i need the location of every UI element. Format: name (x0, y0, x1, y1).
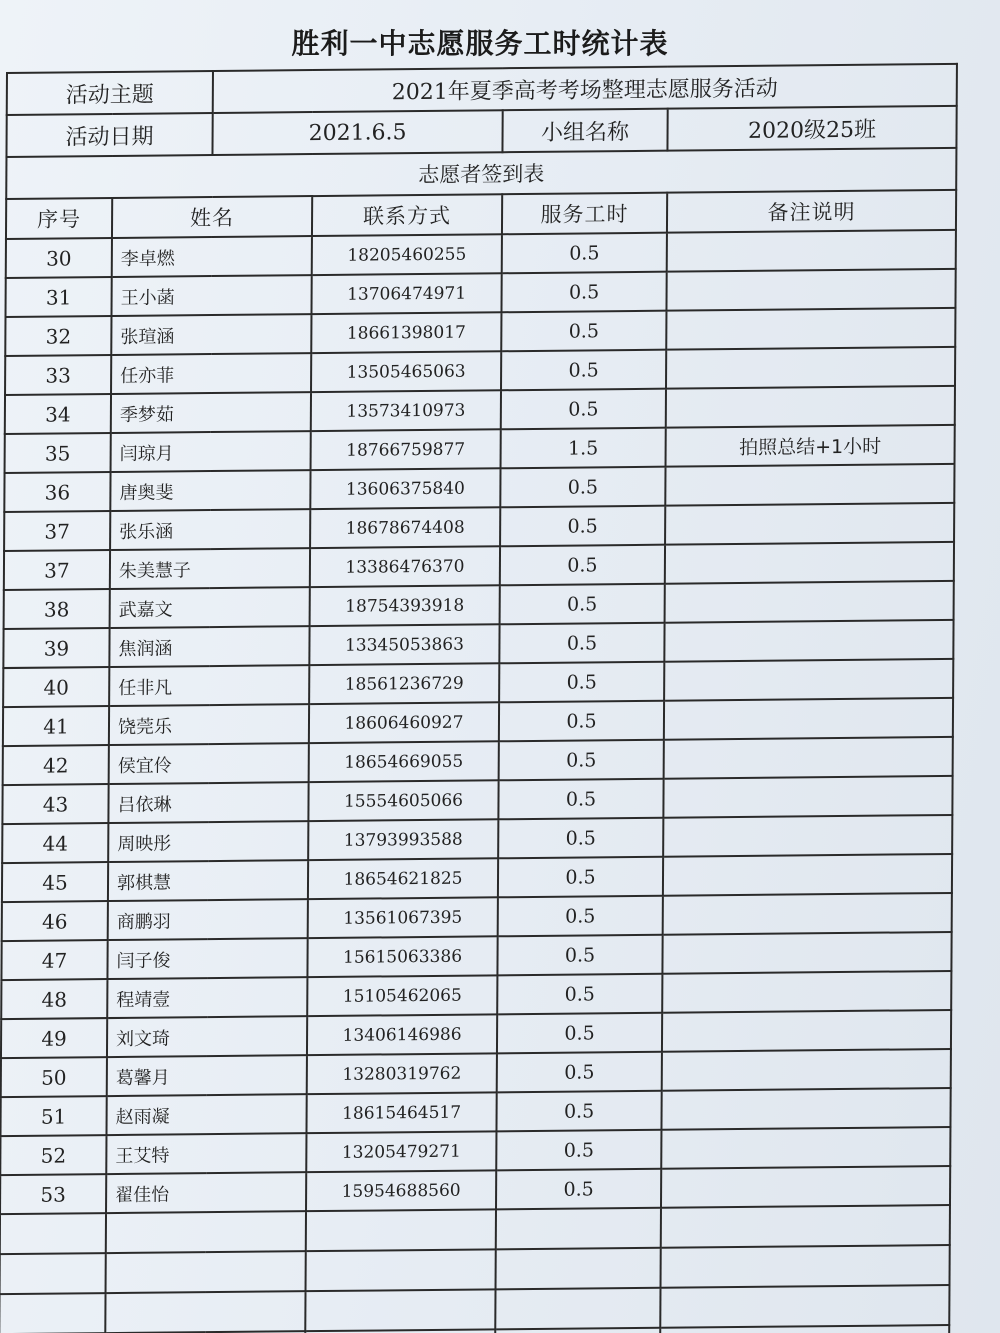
row-hours: 0.5 (500, 545, 665, 586)
row-seq: 49 (1, 1018, 107, 1058)
row-note (664, 620, 953, 662)
blank-cell (495, 1288, 660, 1330)
blank-cell (661, 1205, 950, 1248)
row-seq: 51 (0, 1096, 106, 1136)
row-name: 周映彤 (108, 821, 308, 862)
row-name: 商鹏羽 (108, 899, 308, 940)
row-name: 武嘉文 (110, 587, 310, 628)
col-header-seq: 序号 (6, 198, 112, 239)
row-name: 季梦茹 (111, 392, 311, 433)
row-hours: 0.5 (497, 1013, 662, 1054)
row-hours: 0.5 (499, 740, 664, 781)
row-hours: 0.5 (501, 272, 666, 313)
row-note (667, 230, 956, 272)
row-seq: 34 (5, 394, 111, 434)
row-seq: 39 (3, 628, 109, 668)
row-note (666, 308, 955, 350)
col-header-phone: 联系方式 (312, 194, 502, 236)
activity-date-value: 2021.6.5 (212, 110, 502, 155)
row-phone: 13793993588 (308, 819, 498, 860)
row-note (664, 737, 953, 779)
blank-cell (105, 1291, 305, 1333)
row-name: 王艾特 (106, 1133, 306, 1174)
row-phone: 18606460927 (309, 702, 499, 743)
row-phone: 18561236729 (309, 663, 499, 704)
row-seq: 38 (4, 589, 110, 629)
row-name: 焦润涵 (109, 626, 309, 667)
row-hours: 0.5 (500, 467, 665, 508)
row-phone: 18661398017 (311, 312, 501, 353)
row-name: 任非凡 (109, 665, 309, 706)
row-seq: 41 (3, 706, 109, 746)
row-note (666, 269, 955, 311)
activity-theme-label: 活动主题 (7, 71, 213, 115)
row-hours: 0.5 (496, 1130, 661, 1171)
row-seq: 31 (6, 277, 112, 317)
row-phone: 13345053863 (309, 624, 499, 665)
row-hours: 0.5 (498, 779, 663, 820)
row-seq: 47 (1, 940, 107, 980)
row-phone: 18678674408 (310, 507, 500, 548)
row-note (661, 1127, 950, 1169)
row-seq: 37 (4, 550, 110, 590)
row-seq: 52 (0, 1135, 106, 1175)
blank-cell (306, 1249, 496, 1291)
group-name-label: 小组名称 (502, 109, 667, 153)
row-phone: 15105462065 (307, 975, 497, 1016)
blank-cell (496, 1248, 661, 1290)
row-name: 程靖壹 (107, 977, 307, 1018)
row-hours: 0.5 (499, 623, 664, 664)
row-seq: 40 (3, 667, 109, 707)
row-note (662, 1049, 951, 1091)
row-seq: 53 (0, 1174, 106, 1214)
row-note: 拍照总结+1小时 (666, 425, 955, 467)
row-phone: 13706474971 (312, 273, 502, 314)
group-name-value: 2020级25班 (667, 106, 956, 151)
row-hours: 0.5 (499, 701, 664, 742)
row-note (666, 347, 955, 389)
row-seq: 42 (3, 745, 109, 785)
row-note (665, 581, 954, 623)
row-note (665, 464, 954, 506)
row-note (664, 698, 953, 740)
row-name: 闫琼月 (111, 431, 311, 472)
row-name: 饶莞乐 (109, 704, 309, 745)
row-name: 任亦菲 (111, 353, 311, 394)
row-seq: 35 (5, 433, 111, 473)
row-name: 葛馨月 (107, 1055, 307, 1096)
row-phone: 15954688560 (306, 1170, 496, 1211)
row-seq: 43 (2, 784, 108, 824)
row-note (663, 854, 952, 896)
form-sheet (0, 63, 956, 1333)
section-title: 志愿者签到表 (6, 148, 956, 199)
row-hours: 0.5 (501, 311, 666, 352)
row-phone: 15615063386 (307, 936, 497, 977)
row-phone: 13406146986 (307, 1014, 497, 1055)
row-name: 吕依琳 (108, 782, 308, 823)
activity-theme-value: 2021年夏季高考考场整理志愿服务活动 (213, 64, 957, 113)
row-note (665, 503, 954, 545)
volunteer-hours-table (0, 63, 958, 1333)
blank-cell (496, 1208, 661, 1250)
row-phone: 13606375840 (310, 468, 500, 509)
row-hours: 0.5 (498, 896, 663, 937)
blank-cell (0, 1213, 106, 1254)
row-seq: 33 (5, 355, 111, 395)
row-seq: 37 (4, 511, 110, 551)
row-note (662, 932, 951, 974)
row-note (662, 971, 951, 1013)
blank-cell (306, 1209, 496, 1251)
row-hours: 0.5 (502, 233, 667, 274)
row-note (661, 1166, 950, 1208)
row-hours: 1.5 (501, 428, 666, 469)
col-header-hours: 服务工时 (502, 193, 667, 235)
row-phone: 13280319762 (307, 1053, 497, 1094)
row-hours: 0.5 (498, 818, 663, 859)
row-name: 赵雨凝 (106, 1094, 306, 1135)
row-note (663, 776, 952, 818)
row-phone: 18615464517 (307, 1092, 497, 1133)
row-hours: 0.5 (498, 857, 663, 898)
row-seq: 45 (2, 862, 108, 902)
row-seq: 44 (2, 823, 108, 863)
row-name: 郭棋慧 (108, 860, 308, 901)
row-phone: 18766759877 (311, 429, 501, 470)
row-hours: 0.5 (500, 506, 665, 547)
row-hours: 0.5 (497, 935, 662, 976)
blank-cell (106, 1211, 306, 1253)
row-phone: 18754393918 (310, 585, 500, 626)
row-note (661, 1088, 950, 1130)
row-phone: 18654621825 (308, 858, 498, 899)
row-hours: 0.5 (500, 584, 665, 625)
blank-cell (660, 1285, 949, 1328)
blank-cell (495, 1328, 660, 1333)
row-phone: 13573410973 (311, 390, 501, 431)
row-note (666, 386, 955, 428)
row-name: 侯宜伶 (109, 743, 309, 784)
row-phone: 15554605066 (308, 780, 498, 821)
row-seq: 36 (4, 472, 110, 512)
row-phone: 18654669055 (309, 741, 499, 782)
row-seq: 30 (6, 238, 112, 278)
row-hours: 0.5 (501, 350, 666, 391)
col-header-note: 备注说明 (667, 190, 956, 233)
row-note (662, 1010, 951, 1052)
blank-cell (106, 1251, 306, 1293)
row-name: 刘文琦 (107, 1016, 307, 1057)
row-name: 李卓燃 (112, 236, 312, 277)
row-name: 朱美慧子 (110, 548, 310, 589)
blank-cell (661, 1245, 950, 1288)
row-name: 张乐涵 (110, 509, 310, 550)
row-note (663, 893, 952, 935)
row-hours: 0.5 (501, 389, 666, 430)
row-phone: 13561067395 (308, 897, 498, 938)
row-hours: 0.5 (496, 1091, 661, 1132)
row-name: 张瑄涵 (111, 314, 311, 355)
row-seq: 50 (1, 1057, 107, 1097)
activity-date-label: 活动日期 (6, 113, 212, 157)
row-name: 王小菡 (111, 275, 311, 316)
row-seq: 32 (5, 316, 111, 356)
row-note (664, 659, 953, 701)
blank-cell (0, 1253, 106, 1294)
row-name: 唐奥斐 (110, 470, 310, 511)
row-hours: 0.5 (497, 1052, 662, 1093)
row-hours: 0.5 (496, 1169, 661, 1210)
page-title: 胜利一中志愿服务工时统计表 (291, 27, 669, 60)
row-phone: 18205460255 (312, 234, 502, 275)
col-header-name: 姓名 (112, 196, 312, 238)
blank-cell (305, 1329, 495, 1333)
row-phone: 13505465063 (311, 351, 501, 392)
row-hours: 0.5 (497, 974, 662, 1015)
row-note (663, 815, 952, 857)
row-seq: 48 (1, 979, 107, 1019)
row-note (665, 542, 954, 584)
row-name: 闫子俊 (107, 938, 307, 979)
row-phone: 13386476370 (310, 546, 500, 587)
row-seq: 46 (2, 901, 108, 941)
row-name: 翟佳怡 (106, 1172, 306, 1213)
blank-cell (305, 1289, 495, 1331)
row-phone: 13205479271 (306, 1131, 496, 1172)
row-hours: 0.5 (499, 662, 664, 703)
blank-cell (0, 1293, 106, 1333)
